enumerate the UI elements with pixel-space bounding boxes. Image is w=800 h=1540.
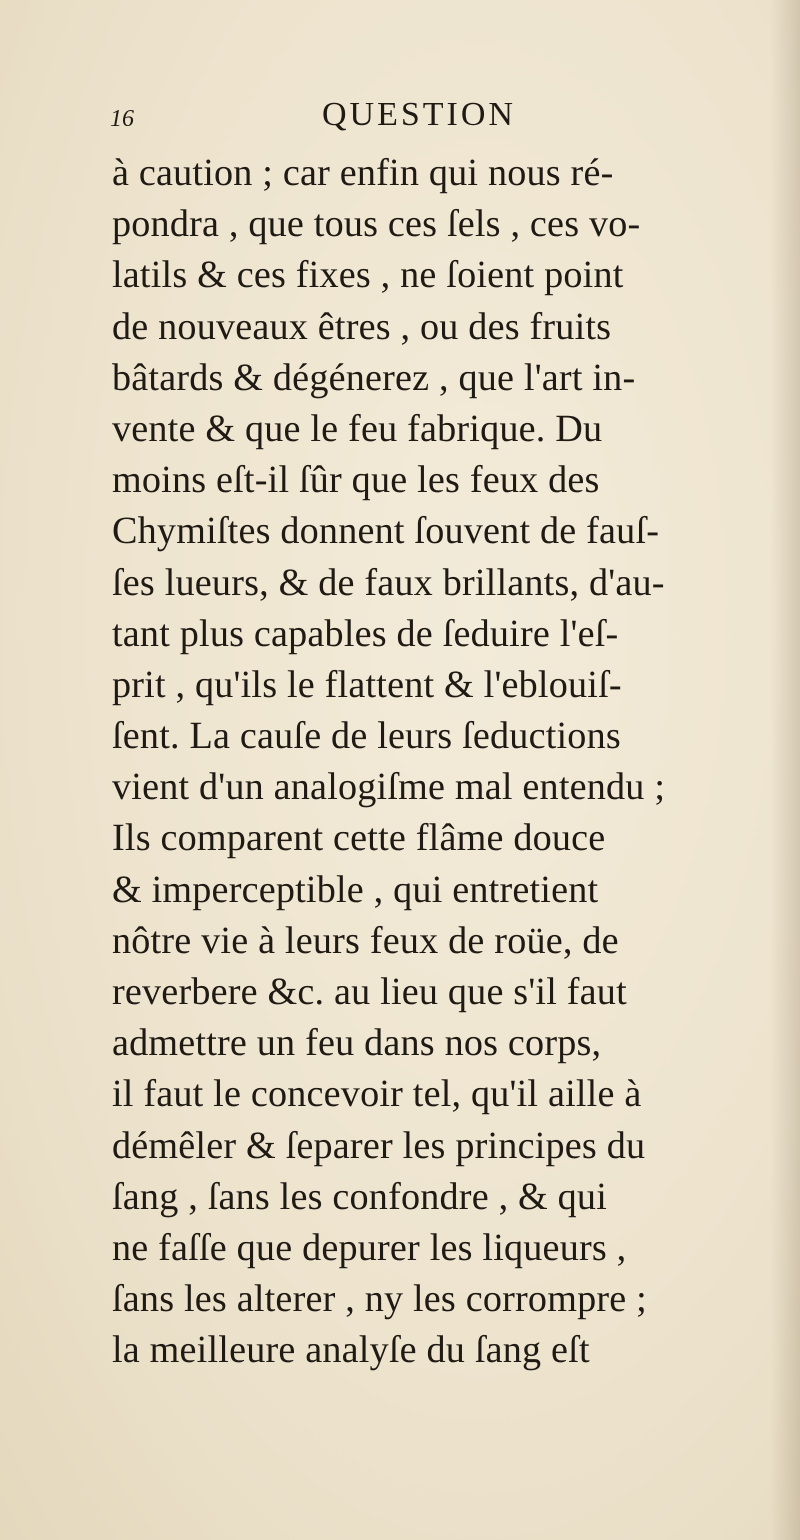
text-line: ne faſſe que depurer les liqueurs , xyxy=(112,1226,627,1269)
text-line: moins eſt-il ſûr que les feux des xyxy=(112,459,600,502)
text-line: admettre un feu dans nos corps, xyxy=(112,1022,602,1065)
text-line: prit , qu'ils le flattent & l'eblouiſ- xyxy=(112,663,622,706)
text-line: nôtre vie à leurs feux de roüe, de xyxy=(112,919,619,962)
text-line: & imperceptible , qui entretient xyxy=(112,868,599,911)
text-line: pondra , que tous ces ſels , ces vo- xyxy=(112,203,641,246)
text-line: la meilleure analyſe du ſang eſt xyxy=(112,1329,590,1372)
text-line: vente & que le feu fabrique. Du xyxy=(112,407,603,450)
text-line: ſans les alterer , ny les corrompre ; xyxy=(112,1278,647,1321)
text-line: bâtards & dégénerez , que l'art in- xyxy=(112,356,636,399)
page-number: 16 xyxy=(110,106,134,132)
text-line: il faut le concevoir tel, qu'il aille à xyxy=(112,1073,642,1116)
text-line: ſang , ſans les confondre , & qui xyxy=(112,1175,608,1218)
text-line: vient d'un analogiſme mal entendu ; xyxy=(112,766,666,809)
text-line: latils & ces fixes , ne ſoient point xyxy=(112,254,624,297)
text-line: tant plus capables de ſeduire l'eſ- xyxy=(112,612,619,655)
text-line: de nouveaux êtres , ou des fruits xyxy=(112,305,612,348)
text-line: reverbere &c. au lieu que s'il faut xyxy=(112,971,627,1013)
body-text xyxy=(112,148,798,1377)
text-line: ſent. La cauſe de leurs ſeductions xyxy=(112,715,621,758)
text-line: ſes lueurs, & de faux brillants, d'au- xyxy=(112,561,665,604)
text-line: Chymiſtes donnent ſouvent de fauſ- xyxy=(112,510,660,553)
page-header xyxy=(0,96,800,140)
text-line: Ils comparent cette flâme douce xyxy=(112,817,606,860)
text-line: démêler & ſeparer les principes du xyxy=(112,1124,646,1167)
running-head: QUESTION xyxy=(322,96,516,133)
text-line: à caution ; car enfin qui nous ré- xyxy=(112,152,614,194)
